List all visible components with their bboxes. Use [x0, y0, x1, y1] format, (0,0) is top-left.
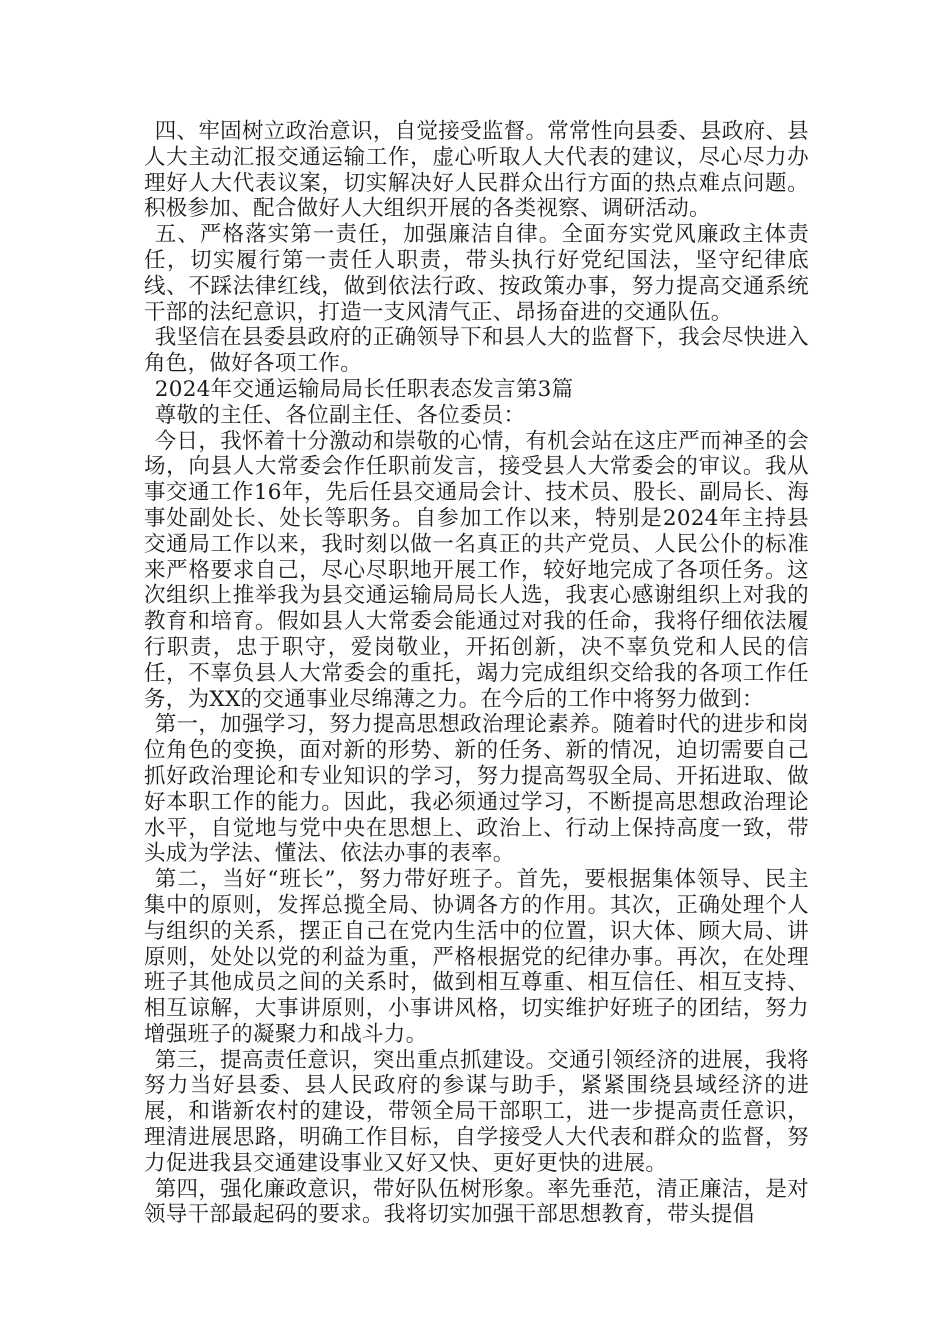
salutation: 尊敬的主任、各位副主任、各位委员： [154, 402, 526, 428]
section-title: 2024年交通运输局局长任职表态发言第3篇 [154, 376, 574, 402]
paragraph-first-point: 第一，加强学习，努力提高思想政治理论素养。随着时代的进步和岗位角色的变换，面对新的形势、新的任务、新的情况，迫切需要自己抓好政治理论和专业知识的学习，努力提高驾驭全局、开拓进取、做好本职工作的能力。因此，我必须通过学习，不断提高思想政治理论水平，自觉地与党中央在思想上、政治上、行动上保持高度一致，带头成为学法、懂法、依法办事的表率。 [144, 712, 809, 867]
paragraph-introduction: 今日，我怀着十分激动和崇敬的心情，有机会站在这庄严而神圣的会场，向县人大常委会作任职前发言，接受县人大常委会的审议。我从事交通工作16年，先后任县交通局会计、技术员、股长、副局长、海事处副处长、处长等职务。自参加工作以来，特别是2024年主持县交通局工作以来，我时刻以做一名真正的共产党员、人民公仆的标准来严格要求自己，尽心尽职地开展工作，较好地完成了各项任务。这次组织上推举我为县交通运输局局长人选，我衷心感谢组织上对我的教育和培育。假如县人大常委会能通过对我的任命，我将仔细依法履行职责，忠于职守，爱岗敬业，开拓创新，决不辜负党和人民的信任，不辜负县人大常委会的重托，竭力完成组织交给我的各项工作任务，为XX的交通事业尽绵薄之力。在今后的工作中将努力做到： [144, 428, 809, 712]
paragraph-closing: 我坚信在县委县政府的正确领导下和县人大的监督下，我会尽快进入角色，做好各项工作。 [144, 325, 809, 377]
paragraph-second-point: 第二，当好“班长”，努力带好班子。首先，要根据集体领导、民主集中的原则，发挥总揽全局、协调各方的作用。其次，正确处理个人与组织的关系，摆正自己在党内生活中的位置，识大体、顾大局、讲原则，处处以党的利益为重，严格根据党的纪律办事。再次，在处理班子其他成员之间的关系时，做到相互尊重、相互信任、相互支持、相互谅解，大事讲原则，小事讲风格，切实维护好班子的团结，努力增强班子的凝聚力和战斗力。 [144, 867, 809, 1047]
paragraph-third-point: 第三，提高责任意识，突出重点抓建设。交通引领经济的进展，我将努力当好县委、县人民政府的参谋与助手，紧紧围绕县域经济的进展，和谐新农村的建设，带领全局干部职工，进一步提高责任意识，理清进展思路，明确工作目标，自学接受人大代表和群众的监督，努力促进我县交通建设事业又好又快、更好更快的进展。 [144, 1047, 809, 1176]
paragraph-political-awareness: 四、牢固树立政治意识，自觉接受监督。常常性向县委、县政府、县人大主动汇报交通运输工作，虚心听取人大代表的建议，尽心尽力办理好人大代表议案，切实解决好人民群众出行方面的热点难点问题。积极参加、配合做好人大组织开展的各类视察、调研活动。 [144, 119, 809, 222]
document-page [144, 119, 809, 1228]
paragraph-fourth-point: 第四，强化廉政意识，带好队伍树形象。率先垂范，清正廉洁，是对领导干部最起码的要求。我将切实加强干部思想教育，带头提倡 [144, 1176, 809, 1228]
paragraph-integrity: 五、严格落实第一责任，加强廉洁自律。全面夯实党风廉政主体责任，切实履行第一责任人职责，带头执行好党纪国法，坚守纪律底线、不踩法律红线，做到依法行政、按政策办事，努力提高交通系统干部的法纪意识，打造一支风清气正、昂扬奋进的交通队伍。 [144, 222, 809, 325]
